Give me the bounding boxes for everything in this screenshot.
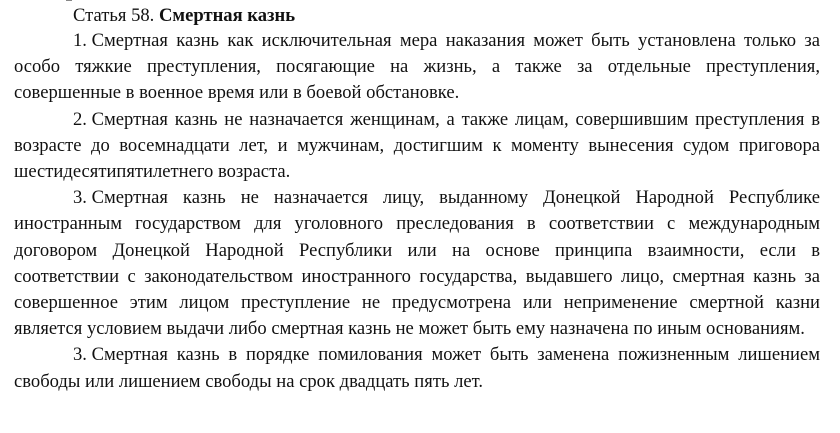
- paragraph-text: Смертная казнь не назначается лицу, выданному Донецкой Народной Республике иностранным государством для уголовного преследования в соответствии с международным договором Донецкой Народной Республики или на основе принципа взаимности, если в соответствии с законодательством иностранного государства, выдавшего лицо, смертная казнь за совершенное этим лицом преступление не предусмотрена или неприменение смертной казни является условием выдачи либо смертная казнь не может быть ему назначена по иным основаниям.: [14, 187, 820, 340]
- article-title: Смертная казнь: [159, 5, 296, 26]
- paragraph-4: [14, 342, 820, 394]
- paragraph-text: Смертная казнь не назначается женщинам, а также лицам, совершившим преступления в возрасте до восемнадцати лет, и мужчинам, достигшим к моменту вынесения судом приговора шестидесятипятилетнего возраста.: [14, 108, 820, 183]
- document-page: [14, 4, 820, 395]
- paragraph-2: [14, 107, 820, 186]
- paragraph-3: [14, 185, 820, 342]
- paragraph-number: 1.: [73, 30, 87, 51]
- article-number: Статья 58.: [73, 5, 155, 26]
- paragraph-text: Смертная казнь в порядке помилования может быть заменена пожизненным лишением свободы или лишением свободы на срок двадцать пять лет.: [14, 344, 820, 392]
- paragraph-text: Смертная казнь как исключительная мера наказания может быть установлена только за особо тяжкие преступления, посягающие на жизнь, а также за отдельные преступления, совершенные в военное время или в боевой обстановке.: [14, 30, 820, 104]
- paragraph-number: 3.: [73, 344, 87, 366]
- scan-artifact: [66, 0, 72, 1]
- article-heading: [14, 4, 820, 28]
- paragraph-number: 3.: [73, 187, 87, 209]
- paragraph-1: [14, 28, 820, 107]
- paragraph-number: 2.: [73, 108, 87, 130]
